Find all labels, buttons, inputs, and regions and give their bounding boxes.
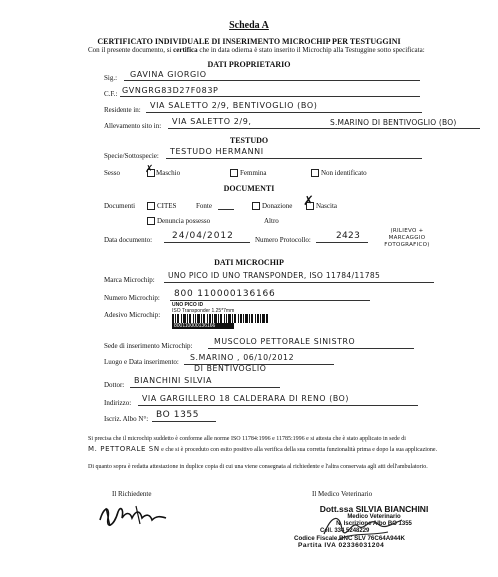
chip-number-value: 800 110000136166 bbox=[174, 289, 276, 299]
certificate-heading: CERTIFICATO INDIVIDUALE DI INSERIMENTO MICROCHIP PER TESTUGGINI bbox=[97, 37, 401, 46]
barcode-image bbox=[172, 314, 268, 323]
chip-brand-label: Marca Microchip: bbox=[104, 276, 155, 284]
owner-residence-label: Residente in: bbox=[104, 106, 141, 114]
declaration-text-2 bbox=[88, 444, 490, 454]
doc-birth-checkmark: ✗ bbox=[303, 194, 314, 209]
chip-place-value-2: DI BENTIVOGLIO bbox=[194, 364, 267, 373]
doc-cites-checkbox[interactable] bbox=[147, 202, 155, 210]
address-line bbox=[138, 405, 418, 406]
sex-male-label: Maschio bbox=[156, 169, 181, 177]
stamp-name: Dott.ssa SILVIA BIANCHINI bbox=[319, 504, 429, 514]
doc-date-label: Data documento: bbox=[104, 236, 153, 244]
doc-source-line bbox=[218, 209, 234, 210]
declaration-line-2: e che si è proceduto con esito positivo alla verifica della sua corretta funzionalità prima e dopo la sua applicazione. bbox=[161, 447, 438, 453]
owner-cf-label: C.F.: bbox=[104, 90, 118, 98]
owner-breeding-value-2: S.MARINO DI BENTIVOGLIO (BO) bbox=[330, 118, 457, 127]
doc-report-checkbox[interactable] bbox=[147, 217, 155, 225]
owner-sig-label: Sig.: bbox=[104, 74, 118, 82]
doc-protocol-value: 2423 bbox=[336, 231, 361, 241]
sex-female-checkbox[interactable] bbox=[230, 169, 238, 177]
vet-signature bbox=[318, 510, 408, 546]
sticker-brand: UNO PICO ID bbox=[172, 302, 204, 308]
owner-breeding-value: VIA SALETTO 2/9, bbox=[172, 117, 252, 126]
page-title: Scheda A bbox=[229, 20, 269, 31]
chip-brand-line bbox=[164, 282, 434, 283]
chip-sticker bbox=[172, 302, 268, 332]
sticker-spec: ISO Transponder 1.25*7mm bbox=[172, 308, 235, 314]
turtle-species-value: TESTUDO HERMANNI bbox=[170, 147, 264, 156]
doctor-line bbox=[130, 387, 280, 388]
sex-unknown-label: Non identificato bbox=[321, 169, 367, 177]
declaration-line-1: Si precisa che il microchip suddetto è conforme alle norme ISO 11784:1996 e 11785:1996 e si attesta che è stato applicato in sede di bbox=[88, 436, 406, 442]
owner-cf-line bbox=[120, 96, 420, 97]
turtle-sex-label: Sesso bbox=[104, 169, 120, 177]
section-documents: DOCUMENTI bbox=[223, 184, 275, 193]
doctor-value: BIANCHINI SILVIA bbox=[134, 376, 213, 385]
declaration-text-3: Di quanto sopra è redatta attestazione in duplice copia di cui una viene consegnata al richiedente e l'altra conservata agli atti dell'ambulatorio. bbox=[88, 464, 428, 470]
address-value: VIA GARGILLERO 18 CALDERARA DI RENO (BO) bbox=[142, 394, 350, 403]
chip-place-line bbox=[184, 364, 334, 365]
doc-date-line bbox=[164, 242, 250, 243]
doc-source-label: Fonte bbox=[196, 202, 212, 210]
stamp-register: N. Iscrizione Albo BO 1355 bbox=[336, 521, 412, 527]
doc-date-value: 24/04/2012 bbox=[172, 231, 234, 241]
owner-cf-value: GVNGRG83D27F083P bbox=[122, 86, 219, 95]
address-label: Indirizzo: bbox=[104, 399, 132, 407]
owner-breeding-label: Allevamento sito in: bbox=[104, 122, 162, 130]
stamp-phone: Cell. 334 5248229 bbox=[320, 528, 370, 534]
sex-unknown-checkbox[interactable] bbox=[311, 169, 319, 177]
doc-birth-label: Nascita bbox=[316, 202, 337, 210]
intro-text bbox=[88, 46, 488, 54]
owner-residence-line bbox=[146, 112, 422, 113]
chip-brand-value: UNO PICO ID UNO TRANSPONDER, ISO 11784/11785 bbox=[168, 271, 381, 280]
chip-site-label: Sede di inserimento Microchip: bbox=[104, 342, 193, 350]
chip-site-value: MUSCOLO PETTORALE SINISTRO bbox=[214, 337, 356, 346]
chip-place-value: S.MARINO , 06/10/2012 bbox=[190, 353, 295, 362]
section-owner: DATI PROPRIETARIO bbox=[207, 60, 291, 69]
doc-report-label: Denuncia possesso bbox=[157, 217, 211, 225]
intro-verb: certifica bbox=[173, 46, 198, 54]
vet-label: Il Medico Veterinario bbox=[312, 490, 373, 498]
section-microchip: DATI MICROCHIP bbox=[214, 258, 284, 267]
declaration-site-hw: M. PETTORALE SN bbox=[88, 445, 160, 453]
owner-breeding-line bbox=[168, 128, 480, 129]
documents-label: Documenti bbox=[104, 202, 136, 210]
chip-number-line bbox=[170, 300, 370, 301]
turtle-species-label: Specie/Sottospecie: bbox=[104, 152, 159, 160]
doc-protocol-line bbox=[316, 242, 368, 243]
stamp-role: Medico Veterinario bbox=[347, 514, 401, 520]
doc-donation-label: Donazione bbox=[262, 202, 293, 210]
intro-pre: Con il presente documento, si bbox=[88, 46, 174, 54]
doc-donation-checkbox[interactable] bbox=[252, 202, 260, 210]
doctor-label: Dottor: bbox=[104, 381, 125, 389]
doc-other-label: Altro bbox=[264, 217, 279, 225]
doc-cites-label: CITES bbox=[157, 202, 177, 210]
owner-residence-value: VIA SALETTO 2/9, BENTIVOGLIO (BO) bbox=[150, 101, 318, 110]
doc-protocol-label: Numero Protocollo: bbox=[255, 236, 311, 244]
chip-site-line bbox=[208, 348, 414, 349]
section-turtle: TESTUDO bbox=[229, 136, 269, 145]
stamp-vat: Partita IVA 02336031204 bbox=[298, 542, 385, 549]
register-value: BO 1355 bbox=[156, 410, 200, 420]
chip-number-label: Numero Microchip: bbox=[104, 294, 160, 302]
applicant-label: Il Richiedente bbox=[112, 490, 152, 498]
chip-sticker-label: Adesivo Microchip: bbox=[104, 311, 161, 319]
declaration-text bbox=[88, 436, 490, 443]
sex-male-checkmark: ✗ bbox=[145, 164, 154, 175]
doc-protocol-note: (RILIEVO + MARCAGGIO FOTOGRAFICO) bbox=[384, 228, 430, 248]
register-line bbox=[152, 421, 216, 422]
sticker-number: 800110000136166 bbox=[172, 323, 234, 329]
register-label: Iscriz. Albo N°: bbox=[104, 415, 149, 423]
applicant-signature bbox=[96, 502, 176, 530]
owner-sig-value: GAVINA GIORGIO bbox=[130, 70, 207, 79]
sex-female-label: Femmina bbox=[240, 169, 267, 177]
intro-post: che in data odierna è stato inserito il Microchip alla Testuggine sotto specificata: bbox=[197, 46, 425, 54]
chip-place-label: Luogo e Data inserimento: bbox=[104, 358, 179, 366]
turtle-species-line bbox=[166, 158, 422, 159]
owner-sig-line bbox=[124, 80, 420, 81]
stamp-cf: Codice Fiscale BNC SLV 76C64A944K bbox=[294, 535, 405, 542]
